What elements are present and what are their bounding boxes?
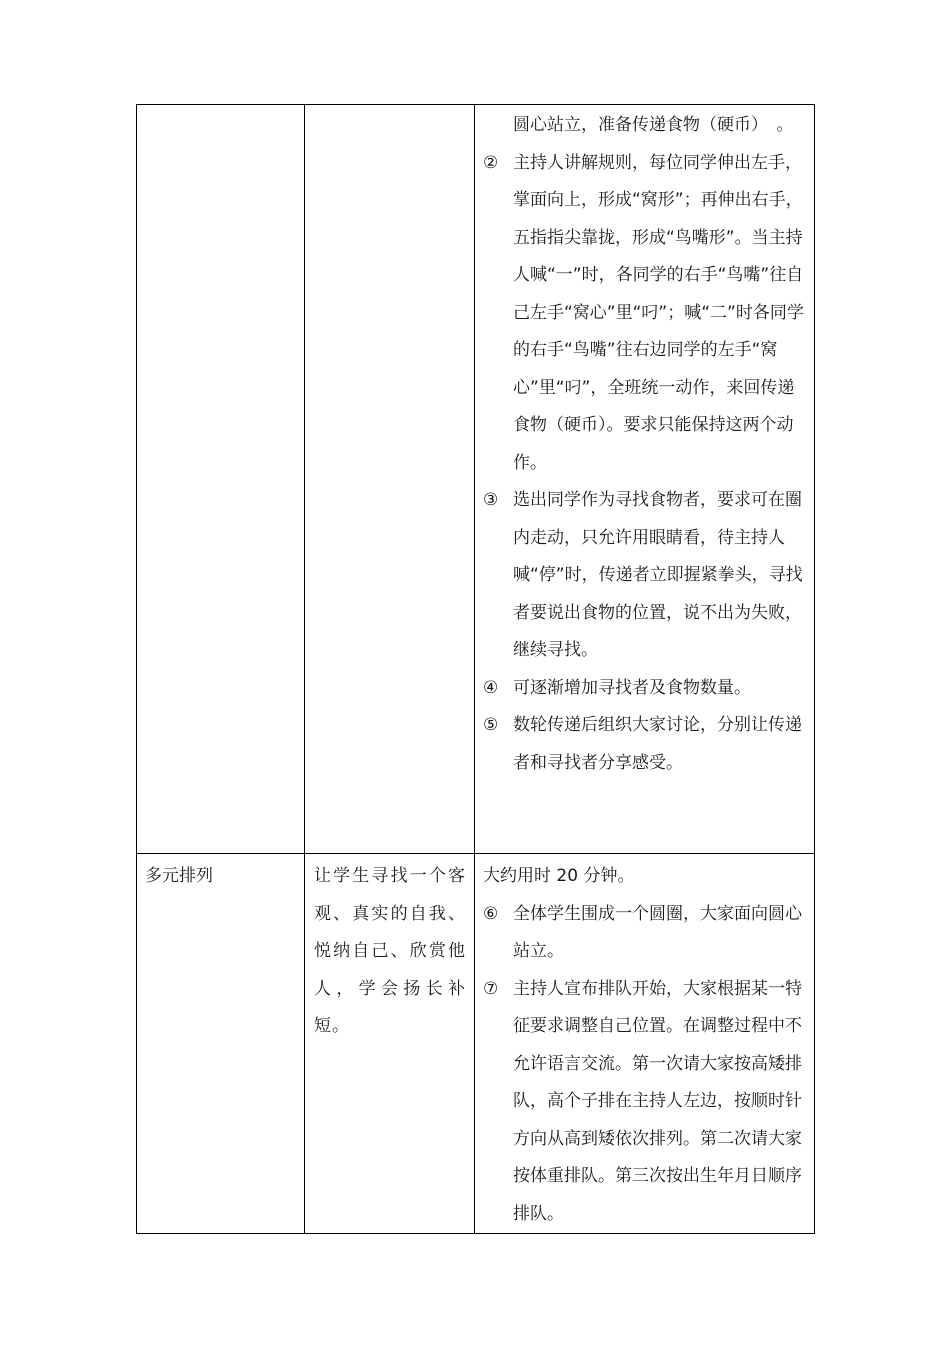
step-marker: ②	[483, 152, 499, 173]
step-continuation: 圆心站立，准备传递食物（硬币） 。	[513, 115, 794, 135]
step-marker: ⑥	[483, 903, 499, 924]
table-row	[137, 105, 815, 854]
activity-goal-cell	[305, 854, 475, 1234]
step-item	[483, 670, 808, 708]
activity-steps-cell	[475, 105, 815, 854]
step-item	[483, 896, 808, 971]
activity-name-cell	[137, 854, 305, 1234]
step-text: 全体学生围成一个圆圈，大家面向圆心站立。	[513, 903, 802, 961]
table-row	[137, 854, 815, 1234]
step-text: 主持人宣布排队开始，大家根据某一特征要求调整自己位置。在调整过程中不允许语言交流。第一次请大家按高矮排队，高个子排在主持人左边，按顺时针方向从高到矮依次排列。第二次请大家按体重排队。第三次按出生年月日顺序排队。	[513, 978, 802, 1224]
step-text: 数轮传递后组织大家讨论，分别让传递者和寻找者分享感受。	[513, 715, 802, 773]
activity-goal: 让学生寻找一个客观、真实的自我、悦纳自己、欣赏他人，学会扬长补短。	[314, 866, 466, 1036]
activity-name-cell	[137, 105, 305, 854]
step-item	[483, 971, 808, 1234]
activity-duration: 大约用时 20 分钟。	[483, 866, 635, 886]
step-item	[483, 145, 808, 483]
activity-table	[136, 104, 815, 1234]
step-item	[483, 482, 808, 670]
activity-steps-cell	[475, 854, 815, 1234]
step-text: 主持人讲解规则，每位同学伸出左手，掌面向上，形成“窝形”；再伸出右手，五指指尖靠拢，形成“鸟嘴形”。当主持人喊“一”时，各同学的右手“鸟嘴”往自己左手“窝心”里“叼”；喊“二”时各同学的右手“鸟嘴”往右边同学的左手“窝心”里“叼”，全班统一动作，来回传递食物（硬币）。要求只能保持这两个动作。	[513, 152, 804, 473]
step-text: 选出同学作为寻找食物者，要求可在圈内走动，只允许用眼睛看，待主持人喊“停”时，传递者立即握紧拳头，寻找者要说出食物的位置，说不出为失败，继续寻找。	[513, 490, 803, 660]
step-marker: ⑦	[483, 978, 499, 999]
step-marker: ⑤	[483, 715, 499, 735]
step-text: 可逐渐增加寻找者及食物数量。	[513, 677, 751, 698]
step-item	[483, 707, 808, 782]
step-marker: ④	[483, 677, 499, 698]
activity-name: 多元排列	[145, 866, 213, 886]
activity-goal-cell	[305, 105, 475, 854]
step-marker: ③	[483, 490, 499, 510]
